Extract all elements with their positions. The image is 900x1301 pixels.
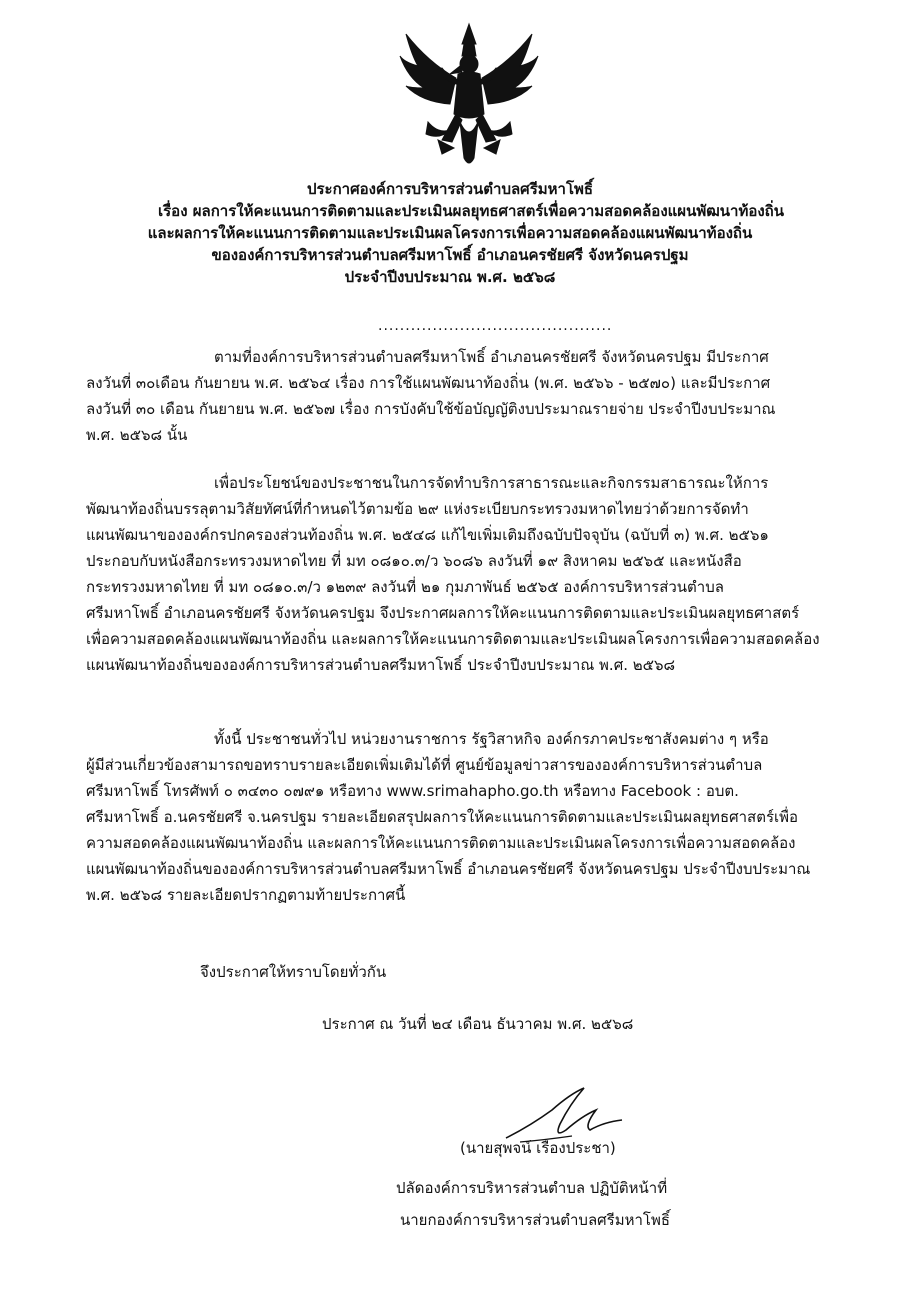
paragraph-line: ประกอบกับหนังสือกระทรวงมหาดไทย ที่ มท ๐๘๑๐.๓/ว ๖๐๘๖ ลงวันที่ ๑๙ สิงหาคม ๒๕๖๕ และหนังสือ [86,552,742,570]
announcement-date: ประกาศ ณ วันที่ ๒๔ เดือน ธันวาคม พ.ศ. ๒๕๖๘ [322,1015,634,1033]
subject-line-2: และผลการให้คะแนนการติดตามและประเมินผลโครงการเพื่อความสอดคล้องแผนพัฒนาท้องถิ่น [147,224,753,242]
paragraph-line: ความสอดคล้องแผนพัฒนาท้องถิ่น และผลการให้คะแนนการติดตามและประเมินผลโครงการเพื่อความสอดคล้อง [86,834,796,852]
announcement-header [60,178,840,288]
paragraph-line: พ.ศ. ๒๕๖๘ นั้น [86,426,188,444]
paragraph-3 [86,726,846,908]
subject-line-3: ขององค์การบริหารส่วนตำบลศรีมหาโพธิ์ อำเภอนครชัยศรี จังหวัดนครปฐม [211,246,689,264]
paragraph-line: เพื่อประโยชน์ของประชาชนในการจัดทำบริการสาธารณะและกิจกรรมสาธารณะให้การ [214,474,769,492]
paragraph-line: ลงวันที่ ๓๐เดือน กันยายน พ.ศ. ๒๕๖๔ เรื่อง การใช้แผนพัฒนาท้องถิ่น (พ.ศ. ๒๕๖๖ - ๒๕๗๐) และมีประกาศ [86,374,771,392]
paragraph-line: พ.ศ. ๒๕๖๘ รายละเอียดปรากฏตามท้ายประกาศนี้ [86,886,406,904]
paragraph-line: ศรีมหาโพธิ์ อ.นครชัยศรี จ.นครปฐม รายละเอียดสรุปผลการให้คะแนนการติดตามและประเมินผลยุทธศาสตร์เพื่อ [86,808,799,826]
paragraph-line: แผนพัฒนาท้องถิ่นขององค์การบริหารส่วนตำบลศรีมหาโพธิ์ ประจำปีงบประมาณ พ.ศ. ๒๕๖๘ [86,656,676,674]
paragraph-line: ลงวันที่ ๓๐ เดือน กันยายน พ.ศ. ๒๕๖๗ เรื่อง การบังคับใช้ข้อบัญญัติงบประมาณรายจ่าย ประจำปีงบประมาณ [86,400,776,418]
paragraph-1 [86,344,846,448]
paragraph-line: เพื่อความสอดคล้องแผนพัฒนาท้องถิ่น และผลการให้คะแนนการติดตามและประเมินผลโครงการเพื่อความสอดคล้อง [86,630,820,648]
signer-position: ปลัดองค์การบริหารส่วนตำบล ปฏิบัติหน้าที่ [396,1179,668,1197]
separator-dots: ........................................... [378,318,613,334]
fiscal-year-line: ประจำปีงบประมาณ พ.ศ. ๒๕๖๘ [344,268,556,286]
paragraph-line: ตามที่องค์การบริหารส่วนตำบลศรีมหาโพธิ์ อำเภอนครชัยศรี จังหวัดนครปฐม มีประกาศ [214,348,769,366]
signer-name: (นายสุพจน์ เรืองประชา) [460,1139,616,1157]
paragraph-line: แผนพัฒนาท้องถิ่นขององค์การบริหารส่วนตำบลศรีมหาโพธิ์ อำเภอนครชัยศรี จังหวัดนครปฐม ประจำปีงบประมาณ [86,860,811,878]
subject-line: เรื่อง ผลการให้คะแนนการติดตามและประเมินผลยุทธศาสตร์เพื่อความสอดคล้องแผนพัฒนาท้องถิ่น [158,202,785,220]
paragraph-line: แผนพัฒนาขององค์กรปกครองส่วนท้องถิ่น พ.ศ. ๒๕๔๘ แก้ไขเพิ่มเติมถึงฉบับปัจจุบัน (ฉบับที่ ๓) พ.ศ. ๒๕๖๑ [86,526,769,544]
paragraph-line: ศรีมหาโพธิ์ อำเภอนครชัยศรี จังหวัดนครปฐม จึงประกาศผลการให้คะแนนการติดตามและประเมินผลยุทธศาสตร์ [86,604,800,622]
paragraph-line: ผู้มีส่วนเกี่ยวข้องสามารถขอทราบรายละเอียดเพิ่มเติมได้ที่ ศูนย์ข้อมูลข่าวสารขององค์การบริหารส่วนตำบล [86,756,763,774]
paragraph-line: ทั้งนี้ ประชาชนทั่วไป หน่วยงานราชการ รัฐวิสาหกิจ องค์กรภาคประชาสังคมต่าง ๆ หรือ [214,730,769,748]
closing-statement: จึงประกาศให้ทราบโดยทั่วกัน [200,963,387,981]
garuda-emblem-icon [398,22,540,172]
paragraph-line: กระทรวงมหาดไทย ที่ มท ๐๘๑๐.๓/ว ๑๒๓๙ ลงวันที่ ๒๑ กุมภาพันธ์ ๒๕๖๕ องค์การบริหารส่วนตำบล [86,578,724,596]
paragraph-2 [86,470,846,678]
paragraph-line: พัฒนาท้องถิ่นบรรลุตามวิสัยทัศน์ที่กำหนดไว้ตามข้อ ๒๙ แห่งระเบียบกระทรวงมหาดไทยว่าด้วยการจัดทำ [86,500,749,518]
announcement-title: ประกาศองค์การบริหารส่วนตำบลศรีมหาโพธิ์ [306,180,594,198]
signer-title: นายกองค์การบริหารส่วนตำบลศรีมหาโพธิ์ [400,1211,671,1229]
paragraph-line: ศรีมหาโพธิ์ โทรศัพท์ ๐ ๓๔๓๐ ๐๗๙๑ หรือทาง www.srimahapho.go.th หรือทาง Facebook : อบต. [86,782,739,800]
